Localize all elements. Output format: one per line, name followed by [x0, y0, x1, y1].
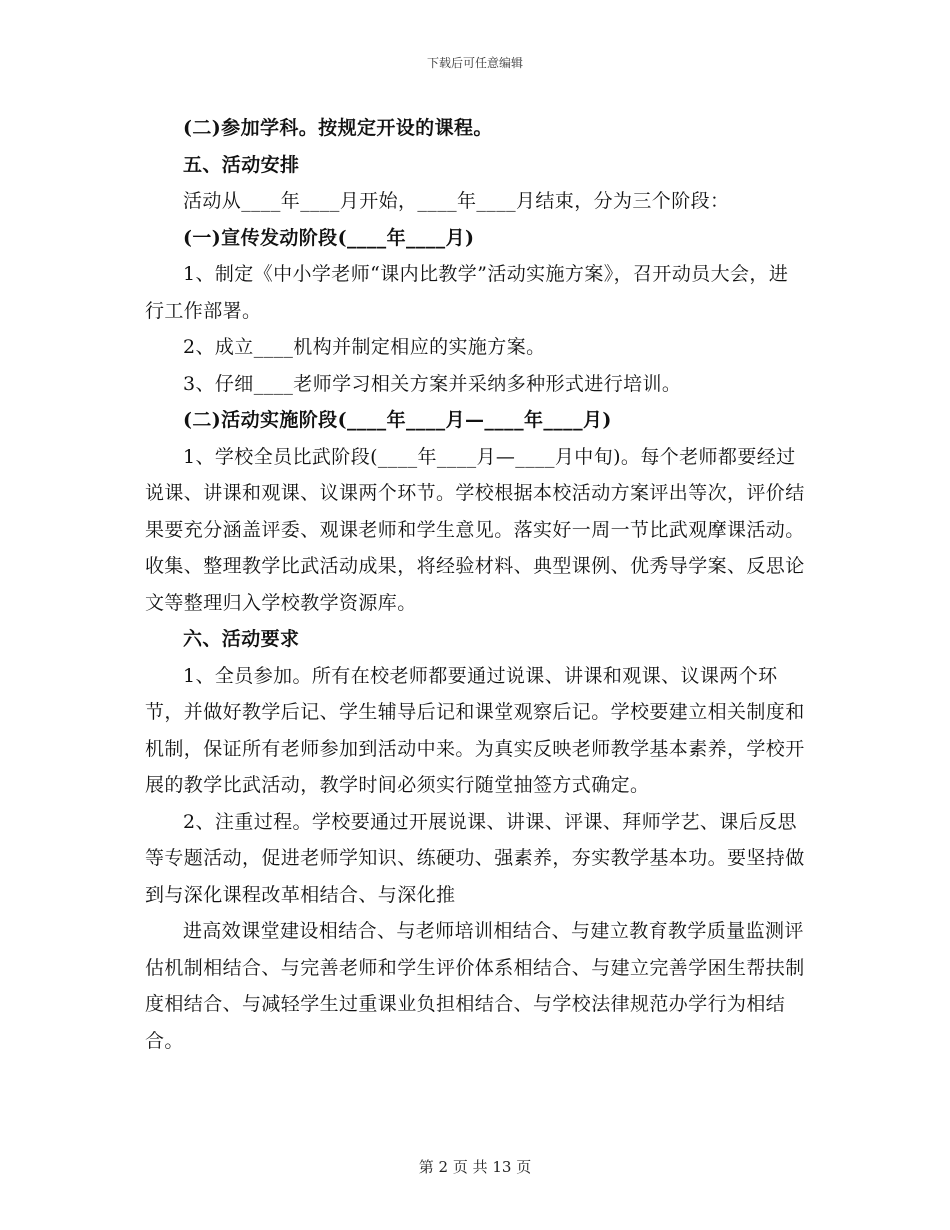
- section-heading: (一)宣传发动阶段(____年____月): [183, 226, 475, 249]
- paragraph: 3、仔细____老师学习相关方案并采纳多种形式进行培训。: [183, 372, 682, 395]
- section-heading: 六、活动要求: [183, 628, 300, 650]
- paragraph: 1、学校全员比武阶段(____年____月—____月中旬)。每个老师都要经过说课、讲课和观课、议课两个环节。学校根据本校活动方案评出等次，评价结果要充分涵盖评委、观课老师和学生意见。落实好一周一节比武观摩课活动。收集、整理教学比武活动成果，将经验材料、典型课例、优秀导学案、反思论文等整理归入学校教学资源库。: [145, 445, 805, 614]
- paragraph: 2、成立____机构并制定相应的实施方案。: [183, 336, 546, 358]
- page-number: 第 2 页 共 13 页: [418, 1158, 532, 1176]
- document-body: [145, 110, 805, 1059]
- section-heading: (二)活动实施阶段(____年____月—____年____月): [183, 409, 612, 431]
- paragraph: 2、注重过程。学校要通过开展说课、讲课、评课、拜师学艺、课后反思等专题活动，促进老师学知识、练硬功、强素养，夯实教学基本功。要坚持做到与深化课程改革相结合、与深化推: [145, 810, 805, 906]
- section-heading: 五、活动安排: [183, 153, 300, 176]
- paragraph: 1、制定《中小学老师“课内比教学”活动实施方案》，召开动员大会，进行工作部署。: [145, 263, 789, 322]
- page-header: 下载后可任意编辑: [426, 56, 523, 70]
- section-heading: (二)参加学科。按规定开设的课程。: [183, 117, 493, 139]
- paragraph: 进高效课堂建设相结合、与老师培训相结合、与建立教育教学质量监测评估机制相结合、与完善老师和学生评价体系相结合、与建立完善学困生帮扶制度相结合、与减轻学生过重课业负担相结合、与学校法律规范办学行为相结合。: [145, 920, 805, 1052]
- paragraph: 1、全员参加。所有在校老师都要通过说课、讲课和观课、议课两个环节，并做好教学后记、学生辅导后记和课堂观察后记。学校要建立相关制度和机制，保证所有老师参加到活动中来。为真实反映老师教学基本素养，学校开展的教学比武活动，教学时间必须实行随堂抽签方式确定。: [145, 664, 805, 796]
- paragraph: 活动从____年____月开始，____年____月结束，分为三个阶段：: [183, 190, 730, 212]
